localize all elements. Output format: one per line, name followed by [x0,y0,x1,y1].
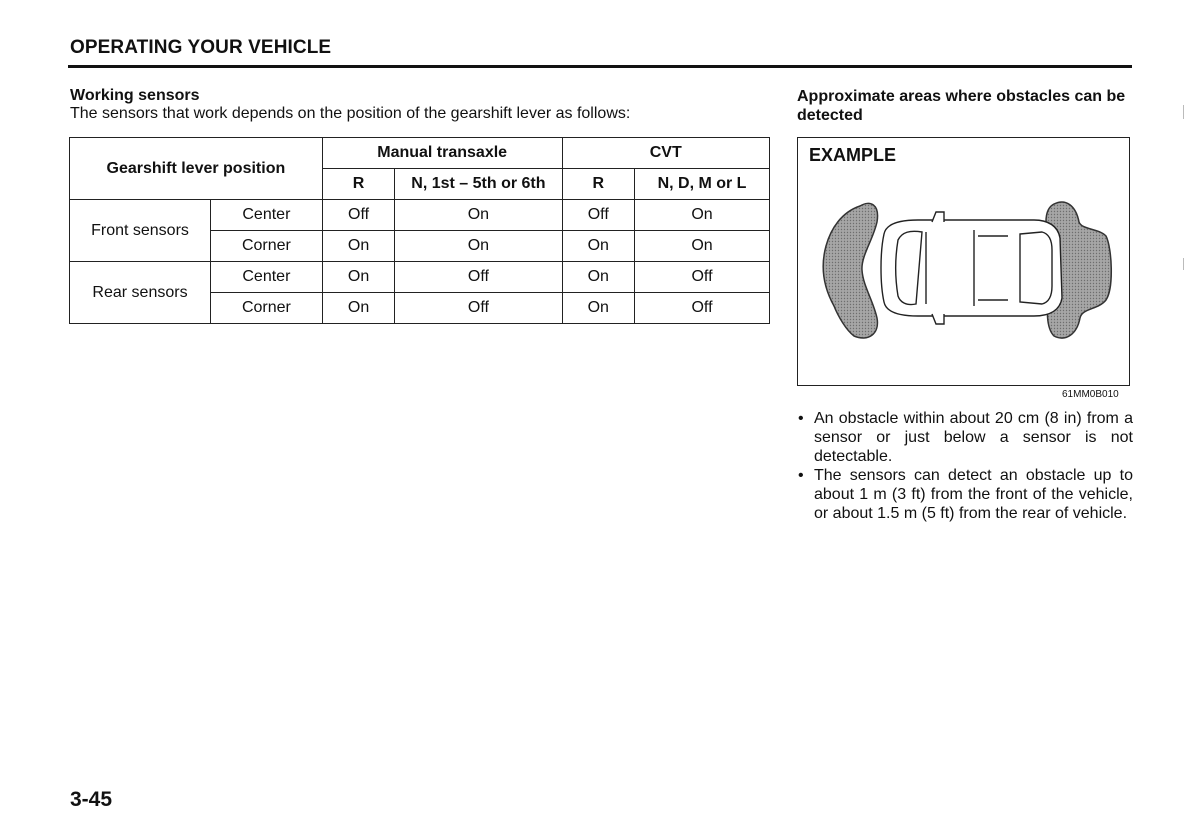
list-item [797,466,1133,523]
bullet-icon: • [798,467,804,484]
table-corner-header: Gearshift lever position [70,138,323,200]
value-cell: On [562,293,635,324]
value-cell: On [322,262,395,293]
value-cell: Off [395,293,562,324]
position-cell: Corner [211,231,323,262]
value-cell: Off [562,200,635,231]
value-cell: On [395,231,562,262]
subheader-manual-r: R [322,169,395,200]
value-cell: On [562,262,635,293]
car-top-view [881,212,1062,324]
value-cell: On [322,293,395,324]
page-number: 3-45 [70,788,113,811]
position-cell: Corner [211,293,323,324]
value-cell: Off [635,293,770,324]
position-cell: Center [211,200,323,231]
value-cell: On [635,200,770,231]
bullet-icon: • [798,410,804,427]
working-sensors-table [69,137,770,324]
value-cell: On [322,231,395,262]
subheader-manual-other: N, 1st – 5th or 6th [395,169,562,200]
position-cell: Center [211,262,323,293]
subheader-cvt-r: R [562,169,635,200]
header-manual-transaxle: Manual transaxle [322,138,562,169]
value-cell: Off [322,200,395,231]
table-row [70,200,770,231]
group-label-front: Front sensors [70,200,211,262]
group-label-rear: Rear sensors [70,262,211,324]
section-intro: The sensors that work depends on the position of the gearshift lever as follows: [70,105,631,122]
edge-mark [1183,258,1184,270]
value-cell: On [395,200,562,231]
value-cell: Off [395,262,562,293]
header-cvt: CVT [562,138,770,169]
value-cell: On [562,231,635,262]
figure-caption: 61MM0B010 [1062,389,1119,400]
notes-list [797,409,1133,523]
parking-sensor-diagram [798,138,1131,387]
section-title: Working sensors [70,87,200,104]
detection-areas-title: Approximate areas where obstacles can be detected [797,88,1126,124]
list-item [797,409,1133,466]
subheader-cvt-other: N, D, M or L [635,169,770,200]
note-text: The sensors can detect an obstacle up to about 1 m (3 ft) from the front of the vehicle, or about 1.5 m (5 ft) from the rear of vehicle. [814,467,1133,522]
note-text: An obstacle within about 20 cm (8 in) from a sensor or just below a sensor is not detectable. [814,410,1133,465]
front-detection-zone [823,203,877,338]
example-figure [797,137,1130,386]
table-row [70,262,770,293]
value-cell: On [635,231,770,262]
edge-mark [1183,105,1184,119]
example-label: EXAMPLE [809,145,897,165]
page-header-title: OPERATING YOUR VEHICLE [70,37,332,58]
header-rule [68,65,1132,68]
value-cell: Off [635,262,770,293]
